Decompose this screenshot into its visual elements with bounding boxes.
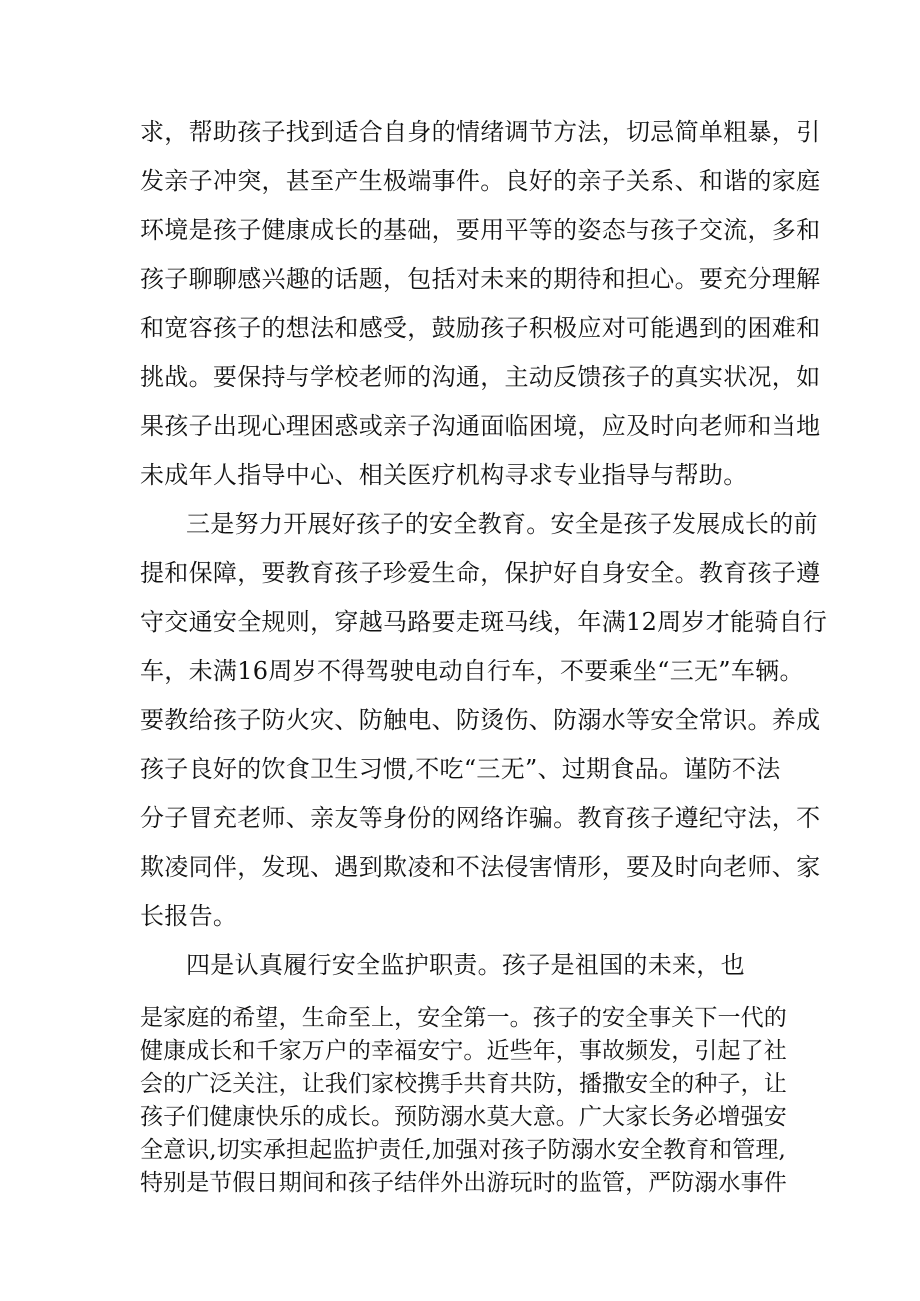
text-line: 孩子们健康快乐的成长。预防溺水莫大意。广大家长务必增强安 bbox=[140, 1104, 787, 1130]
text-line: 未成年人指导中心、相关医疗机构寻求专业指导与帮助。 bbox=[140, 461, 748, 489]
text-line: 分子冒充老师、亲友等身份的网络诈骗。教育孩子遵纪守法，不 bbox=[140, 804, 821, 832]
text-line: 特别是节假日期间和孩子结伴外出游玩时的监管，严防溺水事件 bbox=[140, 1170, 787, 1196]
text-line: 提和保障，要教育孩子珍爱生命，保护好自身安全。教育孩子遵 bbox=[140, 559, 821, 587]
text-line: 环境是孩子健康成长的基础，要用平等的姿态与孩子交流，多和 bbox=[140, 216, 821, 244]
text-line: 是家庭的希望，生命至上，安全第一。孩子的安全事关下一代的 bbox=[140, 1005, 787, 1031]
text-line: 三是努力开展好孩子的安全教育。安全是孩子发展成长的前 bbox=[186, 510, 818, 538]
text-line: 四是认真履行安全监护职责。孩子是祖国的未来，也 bbox=[186, 951, 745, 979]
text-line: 发亲子冲突，甚至产生极端事件。良好的亲子关系、和谐的家庭 bbox=[140, 167, 821, 195]
text-line: 孩子聊聊感兴趣的话题，包括对未来的期待和担心。要充分理解 bbox=[140, 265, 821, 293]
text-line: 要教给孩子防火灾、防触电、防烫伤、防溺水等安全常识。养成 bbox=[140, 706, 821, 734]
text-line: 全意识,切实承担起监护责任,加强对孩子防溺水安全教育和管理, bbox=[140, 1137, 786, 1163]
text-line: 和宽容孩子的想法和感受，鼓励孩子积极应对可能遇到的困难和 bbox=[140, 314, 821, 342]
text-line: 欺凌同伴，发现、遇到欺凌和不法侵害情形，要及时向老师、家 bbox=[140, 853, 821, 881]
text-line: 孩子良好的饮食卫生习惯,不吃“三无”、过期食品。谨防不法 bbox=[140, 755, 781, 783]
text-line: 守交通安全规则，穿越马路要走斑马线，年满12周岁才能骑自行 bbox=[140, 608, 828, 636]
text-line: 车，未满16周岁不得驾驶电动自行车，不要乘坐“三无”车辆。 bbox=[140, 657, 804, 685]
text-line: 果孩子出现心理困惑或亲子沟通面临困境，应及时向老师和当地 bbox=[140, 412, 821, 440]
text-line: 健康成长和千家万户的幸福安宁。近些年，事故频发，引起了社 bbox=[140, 1038, 787, 1064]
text-line: 会的广泛关注，让我们家校携手共育共防，播撒安全的种子，让 bbox=[140, 1071, 787, 1097]
text-line: 长报告。 bbox=[140, 902, 238, 930]
text-line: 求，帮助孩子找到适合自身的情绪调节方法，切忌简单粗暴，引 bbox=[140, 118, 821, 146]
text-line: 挑战。要保持与学校老师的沟通，主动反馈孩子的真实状况，如 bbox=[140, 363, 821, 391]
